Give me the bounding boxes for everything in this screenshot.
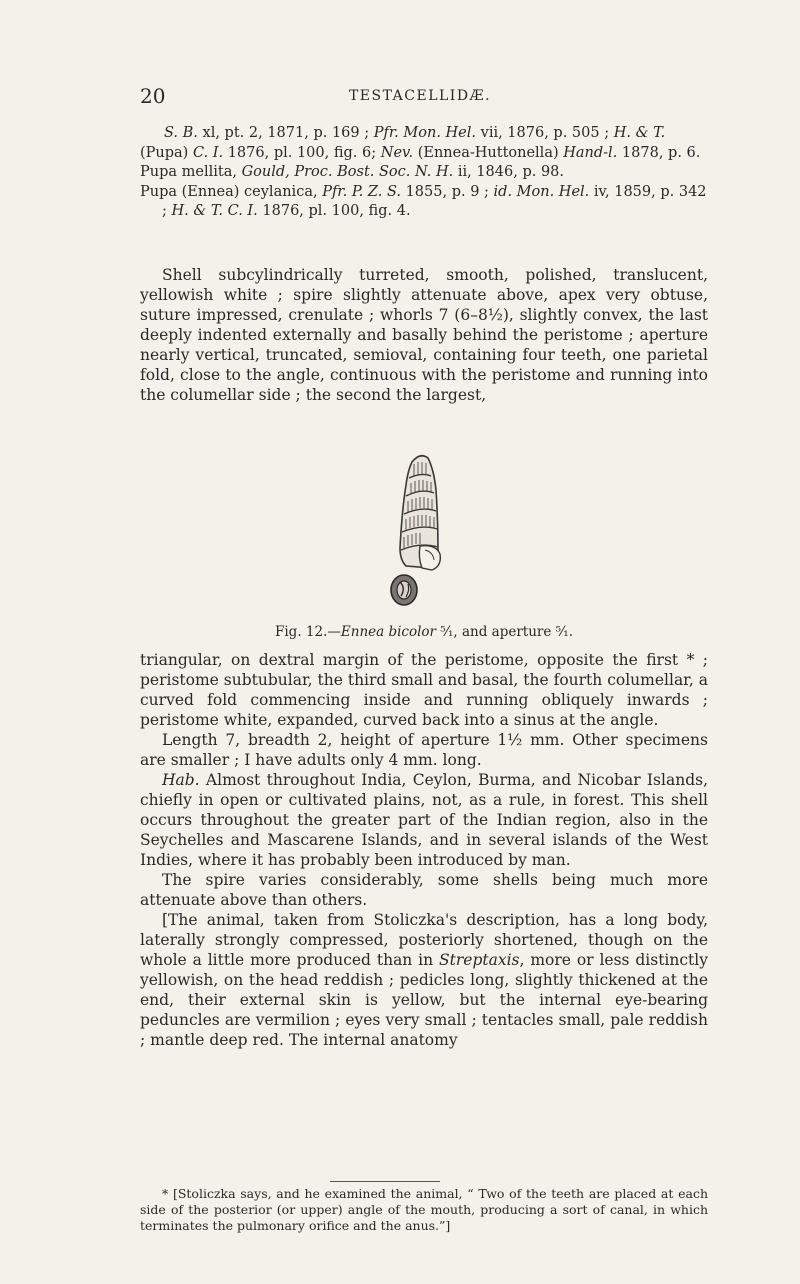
figure-caption: Fig. 12.—Ennea bicolor ⁵⁄₁, and aperture ⁵⁄₁. [275,624,573,640]
reference-line: Pupa (Ennea) ceylanica, Pfr. P. Z. S. 1855, p. 9 ; id. Mon. Hel. iv, 1859, p. 342 ; H. & T. C. I. 1876, pl. 100, fig. 4. [140,183,707,219]
reference-line: S. B. xl, pt. 2, 1871, p. 169 ; Pfr. Mon. Hel. vii, 1876, p. 505 ; H. & T. (Pupa) C. I. 1876, pl. 100, fig. 6; Nev. (Ennea-Huttonella) Hand-l. 1878, p. 6. [140,125,701,161]
running-title: TESTACELLIDÆ. [348,88,492,104]
page-number: 20 [140,84,166,108]
measurements-paragraph: Length 7, breadth 2, height of aperture 1½ mm. Other specimens are smaller ; I have adults only 4 mm. long. [140,731,708,769]
habitat-paragraph: Hab. Almost throughout India, Ceylon, Burma, and Nicobar Islands, chiefly in open or cultivated plains, not, as a rule, in forest. This shell occurs throughout the greater part of the Indian region, also in the Seychelles and Mascarene Islands, and in several islands of the West Indies, where it has probably been introduced by man. [140,771,708,869]
description-continuation: triangular, on dextral margin of the peristome, opposite the first * ; peristome subtubular, the third small and basal, the fourth columellar, a curved fold commencing inside and running obliquely inwards ; peristome white, expanded, curved back into a sinus at the angle. [140,651,708,729]
main-text [140,650,708,1050]
footnote-divider [330,1181,440,1182]
synonymy-references [140,124,708,222]
ennea-shell-drawing [370,450,490,615]
page-header [140,84,700,108]
animal-paragraph: [The animal, taken from Stoliczka's description, has a long body, laterally strongly compressed, posteriorly shortened, though on the whole a little more produced than in Streptaxis, more or less distinctly yellowish, on the head reddish ; pedicles long, slightly thickened at the end, their external skin is yellow, but the internal eye-bearing peduncles are vermilion ; eyes very small ; tentacles small, pale reddish ; mantle deep red. The internal anatomy [140,911,708,1049]
footnote: * [Stoliczka says, and he examined the animal, “ Two of the teeth are placed at each side of the posterior (or upper) angle of the mouth, producing a sort of canal, in which terminates the pulmonary orifice and the anus.”] [140,1186,708,1233]
shell-illustration [370,450,490,615]
shell-description [140,265,708,405]
description-paragraph: Shell subcylindrically turreted, smooth, polished, translucent, yellowish white ; spire slightly attenuate above, apex very obtuse, suture impressed, crenulate ; whorls 7 (6–8½), slightly convex, the last deeply indented externally and basally behind the peristome ; aperture nearly vertical, truncated, semioval, containing four teeth, one parietal fold, close to the angle, continuous with the peristome and running into the columellar side ; the second the largest, [140,266,708,404]
spire-paragraph: The spire varies considerably, some shells being much more attenuate above than others. [140,871,708,909]
reference-line: Pupa mellita, Gould, Proc. Bost. Soc. N. H. ii, 1846, p. 98. [140,164,565,180]
